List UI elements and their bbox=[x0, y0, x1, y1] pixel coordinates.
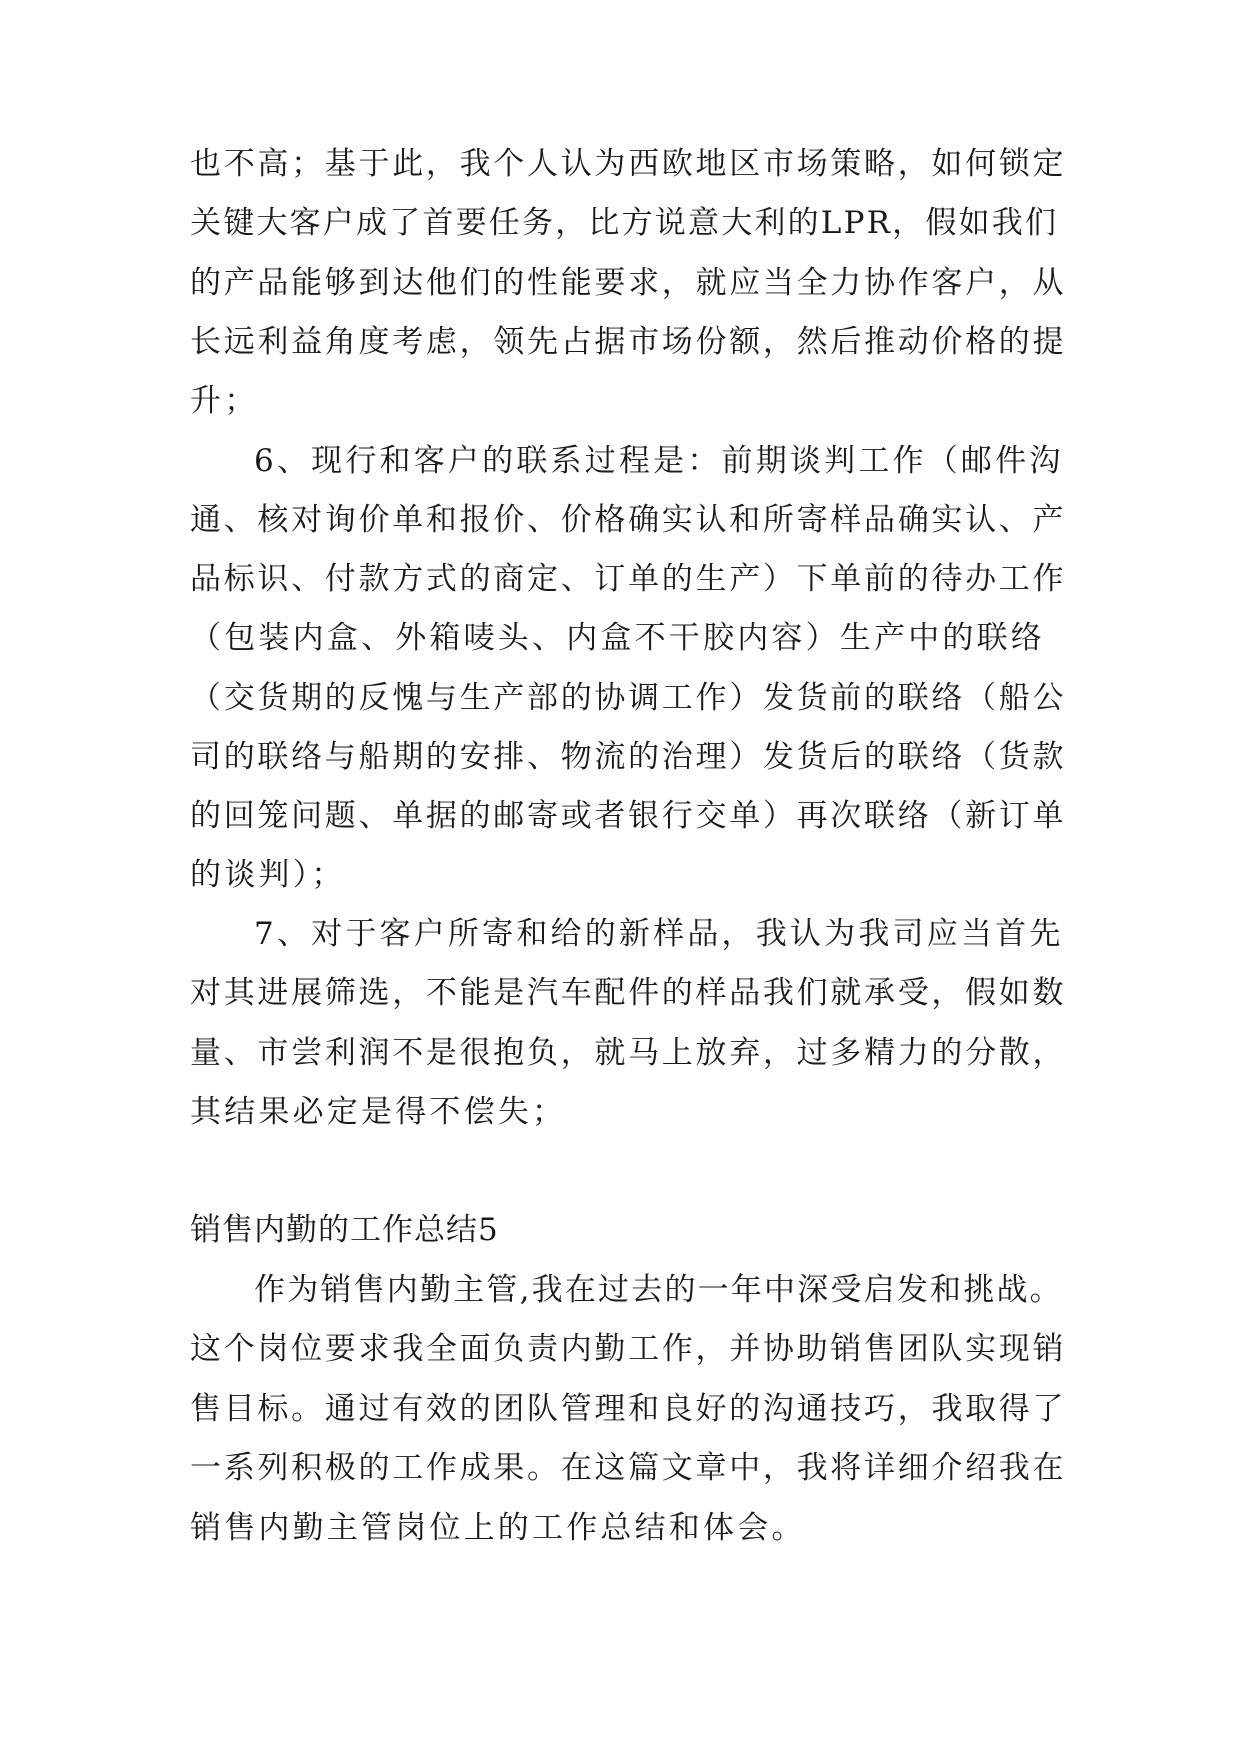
paragraph-line: 也不高；基于此，我个人认为西欧地区市场策略，如何锁定 bbox=[190, 146, 1067, 182]
paragraph-line: 量、市尝利润不是很抱负，就马上放弃，过多精力的分散， bbox=[190, 1035, 1067, 1071]
paragraph-line: 关键大客户成了首要任务，比方说意大利的LPR，假如我们 bbox=[190, 205, 1059, 241]
paragraph-line: 通、核对询价单和报价、价格确实认和所寄样品确实认、产 bbox=[190, 502, 1067, 538]
paragraph-line: 6、现行和客户的联系过程是：前期谈判工作（邮件沟 bbox=[254, 443, 1064, 479]
paragraph-line: 其结果必定是得不偿失； bbox=[190, 1094, 567, 1130]
paragraph-line: 长远利益角度考虑，领先占据市场份额，然后推动价格的提 bbox=[190, 324, 1067, 360]
paragraph-line: 升； bbox=[190, 383, 259, 419]
paragraph-line: 售目标。通过有效的团队管理和良好的沟通技巧，我取得了 bbox=[190, 1391, 1067, 1427]
paragraph-line: 对其进展筛选，不能是汽车配件的样品我们就承受，假如数 bbox=[190, 975, 1067, 1011]
paragraph-line: （交货期的反愧与生产部的协调工作）发货前的联络（船公 bbox=[190, 680, 1067, 716]
paragraph-line: 的谈判）； bbox=[190, 857, 346, 893]
paragraph-line: 作为销售内勤主管,我在过去的一年中深受启发和挑战。 bbox=[254, 1272, 1063, 1308]
paragraph-line: 销售内勤主管岗位上的工作总结和体会。 bbox=[190, 1510, 806, 1546]
paragraph-line: 的产品能够到达他们的性能要求，就应当全力协作客户，从 bbox=[190, 265, 1067, 301]
paragraph-line: （包装内盒、外箱唛头、内盒不干胶内容）生产中的联络 bbox=[190, 620, 1045, 656]
paragraph-line: 品标识、付款方式的商定、订单的生产）下单前的待办工作 bbox=[190, 561, 1067, 597]
paragraph-line: 这个岗位要求我全面负责内勤工作，并协助销售团队实现销 bbox=[190, 1331, 1067, 1367]
paragraph-line: 司的联络与船期的安排、物流的治理）发货后的联络（货款 bbox=[190, 739, 1067, 775]
section-heading: 销售内勤的工作总结5 bbox=[190, 1212, 499, 1248]
paragraph-line: 7、对于客户所寄和给的新样品，我认为我司应当首先 bbox=[254, 916, 1064, 952]
paragraph-line: 的回笼问题、单据的邮寄或者银行交单）再次联络（新订单 bbox=[190, 798, 1067, 834]
paragraph-line: 一系列积极的工作成果。在这篇文章中，我将详细介绍我在 bbox=[190, 1450, 1067, 1486]
